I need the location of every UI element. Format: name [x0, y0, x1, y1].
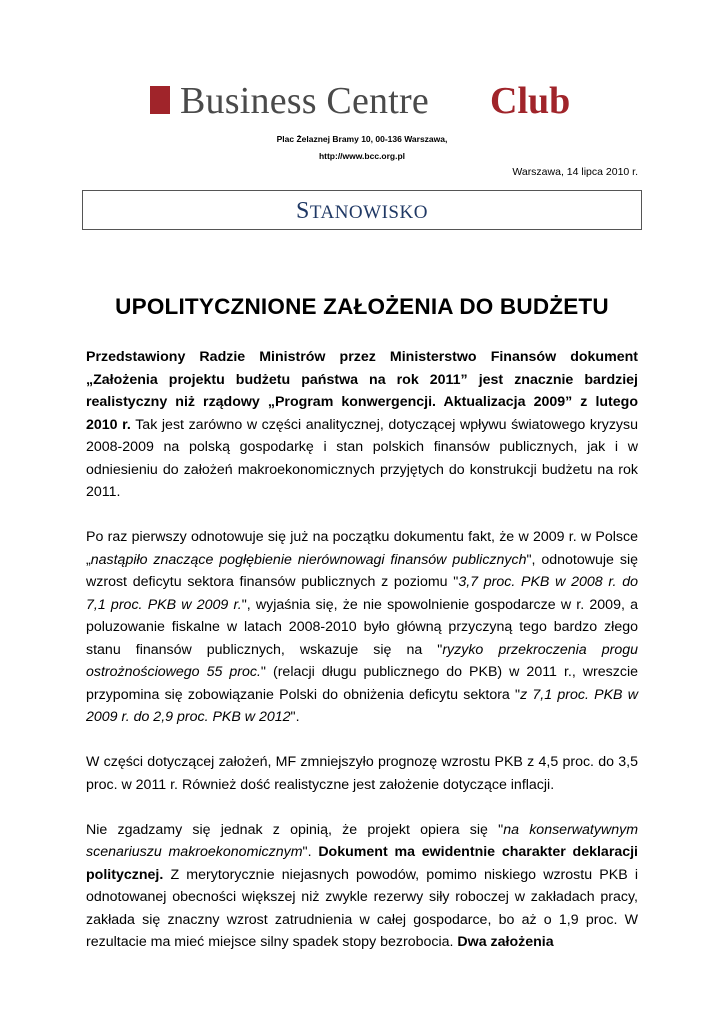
p4-bold-2: Dwa założenia — [457, 934, 554, 950]
document-title: UPOLITYCZNIONE ZAŁOŻENIA DO BUDŻETU — [115, 294, 609, 319]
stanowisko-heading — [296, 198, 428, 224]
p4-text-1: Nie zgadzamy się jednak z opinią, że projekt opiera się " — [86, 821, 504, 838]
logo-square-mark — [150, 86, 170, 114]
p2-italic-2: 3,7 proc. PKB w 2008 r. do 7,1 proc. PKB w 2009 r. — [86, 574, 638, 613]
stanowisko-first-letter: S — [296, 198, 310, 224]
document-date: Warszawa, 14 lipca 2010 r. — [512, 166, 638, 178]
p2-italic-4: z 7,1 proc. PKB w 2009 r. do 2,9 proc. PKB w 2012 — [86, 686, 638, 725]
paragraph-1 — [86, 346, 638, 504]
logo-brand-main: Business Centre — [180, 80, 429, 122]
p2-italic-3: ryzyko przekroczenia progu ostrożnościowego 55 proc. — [86, 641, 639, 680]
paragraph-2 — [86, 526, 638, 729]
paragraph-3 — [86, 751, 638, 796]
p2-text-3: ", wyjaśnia się, że nie spowolnienie gospodarcze w r. 2009, a poluzowanie fiskalne w latach 2008-2010 było główną przyczyną tego bardzo złego stanu finansów publicznych, wskazuje się na " — [86, 596, 639, 658]
logo-brand-accent: Club — [490, 80, 571, 122]
p1-bold-1: Przedstawiony Radzie Ministrów przez Ministerstwo Finansów dokument „Założenia projektu budżetu państwa na rok 2011” jest znacznie bardziej realistyczny niż rządowy „Program konwergencji. Aktualizacja 2009” z lutego 2010 r. — [86, 349, 638, 433]
p3-text-1: W części dotyczącej założeń, MF zmniejszyło prognozę wzrostu PKB z 4,5 proc. do 3,5 proc. w 2011 r. Również dość realistyczne jest założenie dotyczące inflacji. — [86, 754, 638, 793]
p4-text-2: ". — [302, 844, 319, 860]
p4-bold-1: Dokument ma ewidentnie charakter deklaracji politycznej. — [86, 844, 638, 883]
document-body — [86, 346, 638, 976]
website-line: http://www.bcc.org.pl — [318, 151, 406, 161]
p1-text-1: Tak jest zarówno w części analitycznej, dotyczącej wpływu światowego kryzysu 2008-2009 na polską gospodarkę i stan polskich finansów publicznych, jak i w odniesieniu do założeń makroekonomicznych przyjętych do konstrukcji budżetu na rok 2011. — [86, 416, 638, 500]
p2-text-5: ". — [290, 709, 300, 725]
bcc-logo — [150, 80, 580, 122]
address-line: Plac Żelaznej Bramy 10, 00-136 Warszawa, — [276, 134, 448, 144]
p4-italic-1: na konserwatywnym scenariuszu makroekonomicznym — [86, 821, 639, 860]
p2-italic-1: nastąpiło znaczące pogłębienie nierównowagi finansów publicznych — [90, 551, 527, 568]
p2-text-1: Po raz pierwszy odnotowuje się już na początku dokumentu fakt, że w 2009 r. w Polsce „ — [86, 529, 638, 568]
p4-text-3: Z merytorycznie niejasnych powodów, pomimo niskiego wzrostu PKB i odnotowanej obecności większej niż zwykle rezerwy siły roboczej w zakładach pracy, zakłada się znaczny wzrost zatrudnienia w całej gospodarce, bo aż o 1,9 proc. W rezultacie ma mieć miejsce silny spadek stopy bezrobocia. — [86, 866, 638, 950]
p2-text-4: " (relacji długu publicznego do PKB) w 2011 r., wreszcie przypomina się zobowiązanie Polski do obniżenia deficytu sektora " — [86, 664, 638, 703]
stanowisko-rest: TANOWISKO — [309, 202, 428, 223]
p2-text-2: ", odnotowuje się wzrost deficytu sektora finansów publicznych z poziomu " — [86, 551, 638, 590]
paragraph-4 — [86, 819, 638, 954]
stanowisko-box — [82, 190, 642, 230]
